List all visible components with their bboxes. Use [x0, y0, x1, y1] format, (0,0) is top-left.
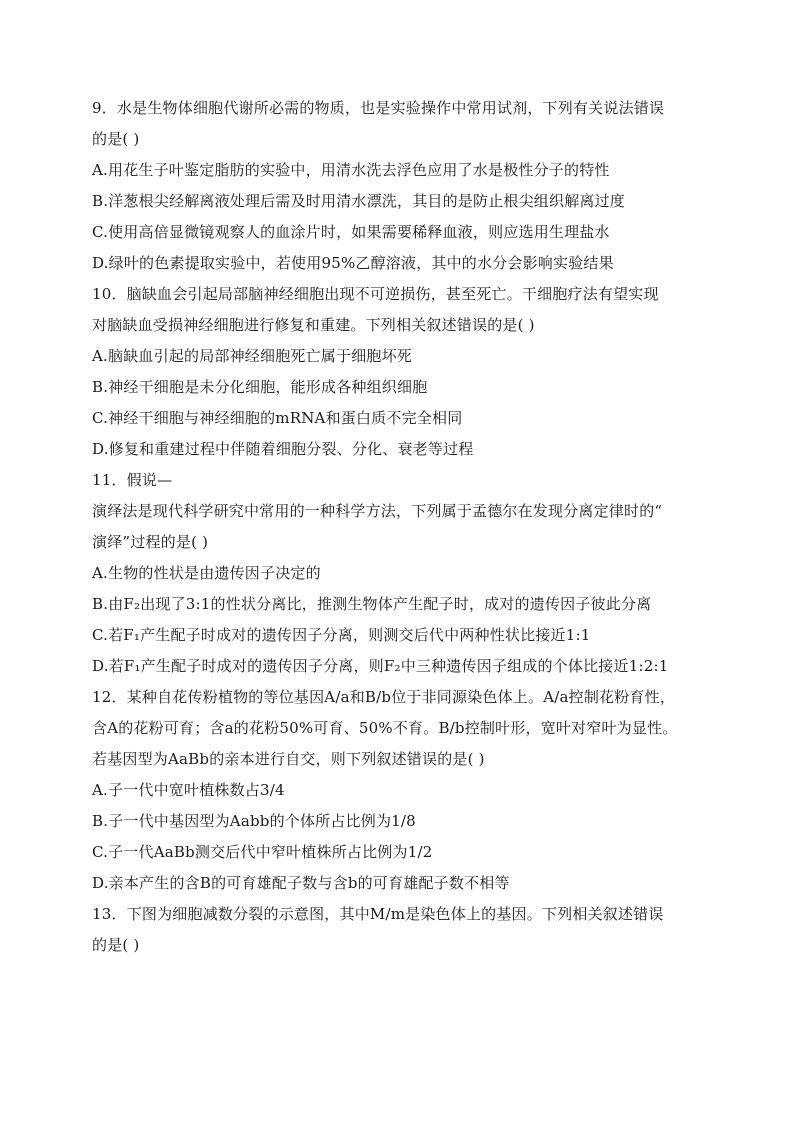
option-a: A.用花生子叶鉴定脂肪的实验中，用清水洗去浮色应用了水是极性分子的特性 [92, 161, 610, 179]
option-b: B.子一代中基因型为Aabb的个体所占比例为1/8 [92, 812, 416, 830]
question-stem: 9．水是生物体细胞代谢所必需的物质，也是实验操作中常用试剂，下列有关说法错误 [92, 99, 665, 117]
question-stem: 演绎”过程的是( ) [92, 533, 209, 551]
question-10 [92, 279, 712, 465]
option-b: B.洋葱根尖经解离液处理后需及时用清水漂洗，其目的是防止根尖组织解离过度 [92, 192, 625, 210]
question-12 [92, 682, 712, 899]
option-b: B.由F₂出现了3:1的性状分离比，推测生物体产生配子时，成对的遗传因子彼此分离 [92, 595, 652, 613]
option-d: D.亲本产生的含B的可育雄配子数与含b的可育雄配子数不相等 [92, 874, 510, 892]
option-c: C.神经干细胞与神经细胞的mRNA和蛋白质不完全相同 [92, 409, 463, 427]
option-c: C.若F₁产生配子时成对的遗传因子分离，则测交后代中两种性状比接近1:1 [92, 626, 591, 644]
question-stem: 若基因型为AaBb的亲本进行自交，则下列叙述错误的是( ) [92, 750, 485, 768]
option-a: A.生物的性状是由遗传因子决定的 [92, 564, 321, 582]
option-d: D.修复和重建过程中伴随着细胞分裂、分化、衰老等过程 [92, 440, 474, 458]
question-13 [92, 899, 712, 961]
question-11 [92, 465, 712, 682]
option-d: D.绿叶的色素提取实验中，若使用95%乙醇溶液，其中的水分会影响实验结果 [92, 254, 614, 272]
question-stem: 对脑缺血受损神经细胞进行修复和重建。下列相关叙述错误的是( ) [92, 316, 535, 334]
question-stem: 含A的花粉可育；含a的花粉50%可育、50%不育。B/b控制叶形，宽叶对窄叶为显性。 [92, 719, 678, 737]
option-a: A.脑缺血引起的局部神经细胞死亡属于细胞坏死 [92, 347, 413, 365]
option-c: C.使用高倍显微镜观察人的血涂片时，如果需要稀释血液，则应选用生理盐水 [92, 223, 610, 241]
option-b: B.神经干细胞是未分化细胞，能形成各种组织细胞 [92, 378, 428, 396]
question-stem: 的是( ) [92, 936, 140, 954]
question-stem: 演绎法是现代科学研究中常用的一种科学方法，下列属于孟德尔在发现分离定律时的“ [92, 502, 663, 520]
question-stem: 的是( ) [92, 130, 140, 148]
option-c: C.子一代AaBb测交后代中窄叶植株所占比例为1/2 [92, 843, 433, 861]
question-stem: 13．下图为细胞减数分裂的示意图，其中M/m是染色体上的基因。下列相关叙述错误 [92, 905, 664, 923]
option-d: D.若F₁产生配子时成对的遗传因子分离，则F₂中三种遗传因子组成的个体比接近1:2:1 [92, 657, 669, 675]
question-stem: 10．脑缺血会引起局部脑神经细胞出现不可逆损伤，甚至死亡。干细胞疗法有望实现 [92, 285, 659, 303]
option-a: A.子一代中宽叶植株数占3/4 [92, 781, 285, 799]
question-stem: 11．假说— [92, 471, 173, 489]
question-9 [92, 93, 712, 279]
document-page [92, 93, 712, 961]
question-stem: 12．某种自花传粉植物的等位基因A/a和B/b位于非同源染色体上。A/a控制花粉育性， [92, 688, 676, 706]
